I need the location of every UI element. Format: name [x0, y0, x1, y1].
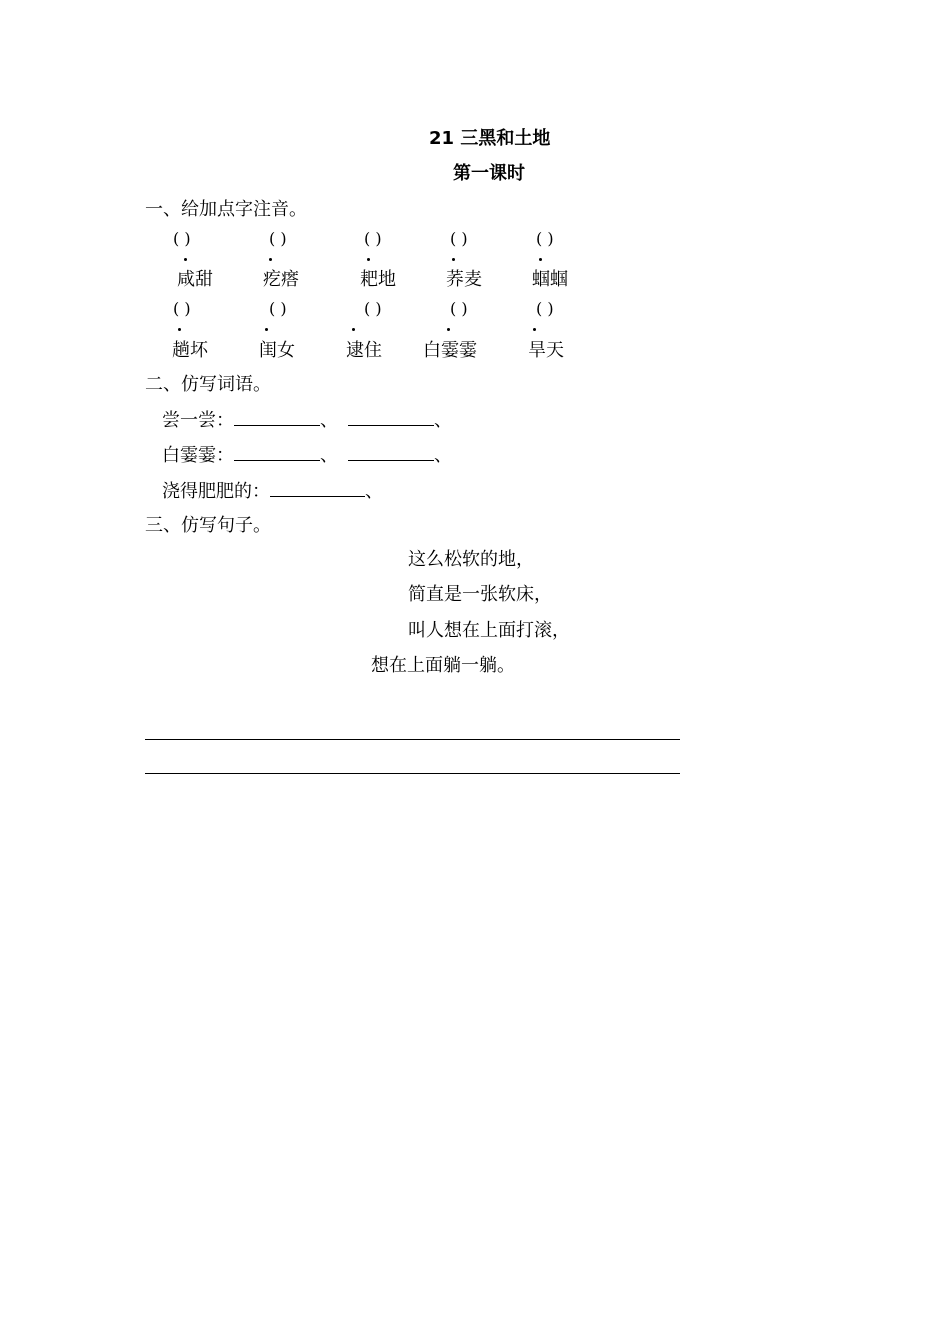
answer-line[interactable]: [145, 773, 680, 774]
word-item: 白霎霎: [423, 340, 477, 361]
emphasis-dot: [352, 328, 355, 331]
emphasis-dot: [452, 258, 455, 261]
word-item: 荞麦: [446, 269, 482, 290]
imitation-line-1: [162, 406, 452, 432]
poem-line: 想在上面躺一躺。: [371, 655, 515, 676]
imitation-label: 白霎霎：: [162, 445, 234, 466]
pinyin-blank[interactable]: ( ): [536, 229, 554, 248]
emphasis-dot: [184, 258, 187, 261]
word-item: 逮住: [346, 340, 382, 361]
section1-heading: 一、给加点字注音。: [145, 199, 307, 220]
pinyin-blank[interactable]: ( ): [364, 299, 382, 318]
emphasis-dot: [269, 258, 272, 261]
page-title: 21 三黑和土地: [429, 128, 551, 149]
page-subtitle: 第一课时: [453, 163, 525, 184]
word-item: 耙地: [360, 269, 396, 290]
emphasis-dot: [265, 328, 268, 331]
answer-blank[interactable]: [270, 480, 365, 497]
word-item: 闺女: [259, 340, 295, 361]
emphasis-dot: [533, 328, 536, 331]
separator: 、: [434, 445, 452, 466]
pinyin-blank[interactable]: ( ): [364, 229, 382, 248]
emphasis-dot: [367, 258, 370, 261]
answer-blank[interactable]: [234, 444, 320, 461]
pinyin-blank[interactable]: ( ): [269, 299, 287, 318]
separator: 、: [365, 481, 383, 502]
poem-line: 叫人想在上面打滚，: [408, 620, 570, 641]
imitation-label: 尝一尝：: [162, 410, 234, 431]
pinyin-blank[interactable]: ( ): [173, 299, 191, 318]
pinyin-blank[interactable]: ( ): [536, 299, 554, 318]
section2-heading: 二、仿写词语。: [145, 374, 271, 395]
emphasis-dot: [539, 258, 542, 261]
pinyin-blank[interactable]: ( ): [450, 299, 468, 318]
pinyin-blank[interactable]: ( ): [269, 229, 287, 248]
word-item: 疙瘩: [263, 269, 299, 290]
separator: 、: [434, 410, 452, 431]
imitation-line-3: [162, 477, 383, 503]
section3-heading: 三、仿写句子。: [145, 515, 271, 536]
word-item: 咸甜: [177, 269, 213, 290]
word-item: 蝈蝈: [532, 269, 568, 290]
poem-line: 这么松软的地，: [408, 549, 534, 570]
separator: 、: [320, 410, 338, 431]
emphasis-dot: [447, 328, 450, 331]
answer-blank[interactable]: [234, 409, 320, 426]
pinyin-blank[interactable]: ( ): [173, 229, 191, 248]
answer-line[interactable]: [145, 739, 680, 740]
emphasis-dot: [178, 328, 181, 331]
imitation-line-2: [162, 441, 452, 467]
word-item: 旱天: [528, 340, 564, 361]
poem-line: 简直是一张软床，: [408, 584, 552, 605]
pinyin-blank[interactable]: ( ): [450, 229, 468, 248]
word-item: 趟坏: [172, 340, 208, 361]
separator: 、: [320, 445, 338, 466]
imitation-label: 浇得肥肥的：: [162, 481, 270, 502]
answer-blank[interactable]: [348, 409, 434, 426]
answer-blank[interactable]: [348, 444, 434, 461]
